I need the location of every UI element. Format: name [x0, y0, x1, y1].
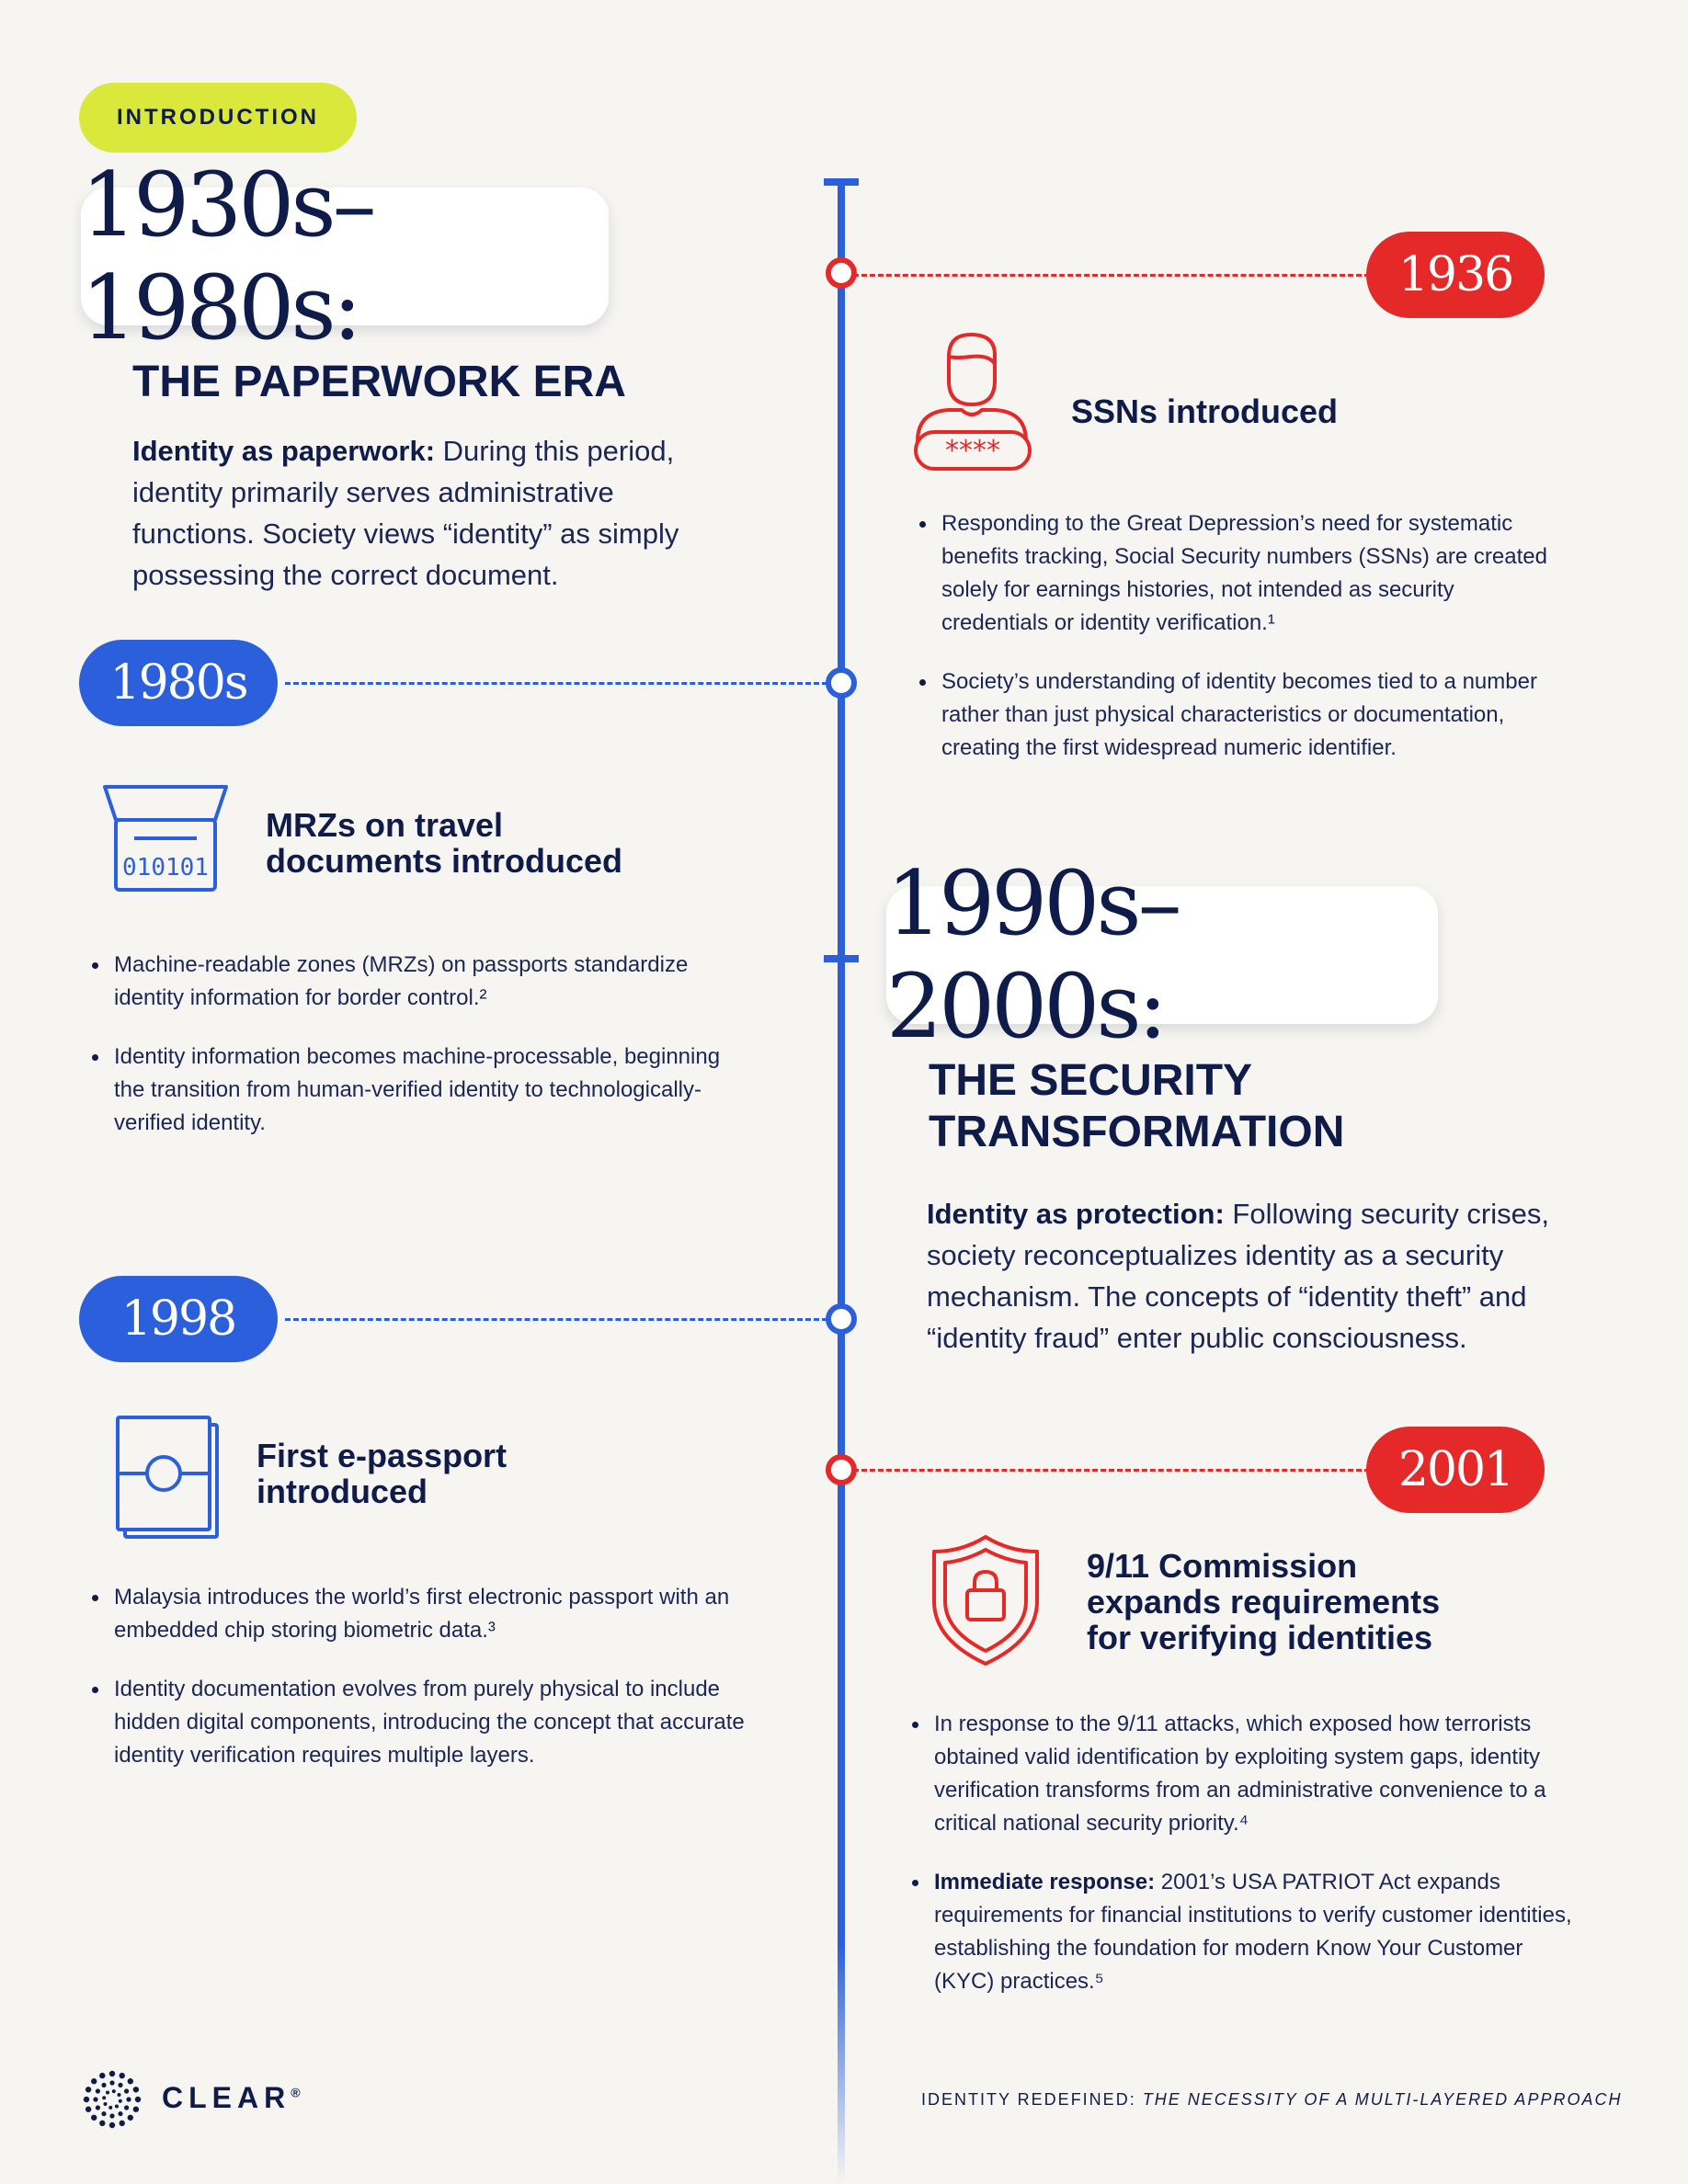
era-years: 1930s–1980s:	[81, 154, 373, 359]
connector-1980s	[285, 682, 827, 685]
bullet-body: 2001’s USA PATRIOT Act expands requirements for financial institutions to verify customer identities, establishing the foundation for modern Know Your Customer (KYC) practices.⁵	[934, 1870, 1572, 1994]
svg-text:****: ****	[945, 435, 1000, 467]
title-line: MRZs on travel	[266, 806, 504, 844]
timeline-node-1998	[826, 1303, 857, 1335]
title-line: TRANSFORMATION	[929, 1108, 1345, 1156]
timeline-start-cap	[824, 178, 859, 186]
year-badge-1980s	[79, 640, 278, 726]
bullet-item: Society’s understanding of identity becomes tied to a number rather than just physical characteristics or documentation, creating the first widespread numeric identifier.	[919, 665, 1563, 765]
footer-publication-title	[921, 2090, 1622, 2110]
timeline-spine	[838, 182, 845, 2184]
era-title	[929, 1055, 1344, 1158]
era-card-1930s	[81, 154, 609, 359]
title-line: THE SECURITY	[929, 1056, 1253, 1105]
era-body-text: Following security crises, society reconceptualizes identity as a security mechanism. The concepts of “identity theft” and “identity fraud” enter public consciousness.	[927, 1198, 1549, 1354]
era-lead: Identity as paperwork:	[132, 435, 436, 467]
year-label: 1936	[1397, 247, 1513, 302]
era-body-text: During this period, identity primarily serves administrative functions. Society views “identity” as simply possessing the correct document.	[132, 435, 679, 591]
year-badge-2001	[1366, 1427, 1545, 1513]
bullet-item: Identity information becomes machine-processable, beginning the transition from human-verified identity to technologically-verified identity.	[92, 1041, 754, 1140]
event-title-1980s	[266, 807, 622, 879]
year-badge-1936	[1366, 232, 1545, 318]
year-badge-1998	[79, 1276, 278, 1362]
connector-1936	[853, 274, 1370, 277]
title-line: First e-passport	[257, 1437, 508, 1474]
clear-logo-icon	[83, 2070, 142, 2129]
connector-1998	[285, 1318, 827, 1321]
title-line: documents introduced	[266, 842, 623, 880]
era-card-1990s	[886, 852, 1438, 1058]
era-description	[132, 430, 721, 596]
section-label: INTRODUCTION	[79, 83, 357, 153]
era-years: 1990s–2000s:	[886, 852, 1179, 1058]
era-description	[927, 1193, 1589, 1359]
era-lead: Identity as protection:	[927, 1198, 1225, 1230]
shield-lock-icon	[930, 1533, 1041, 1667]
bullet-item	[912, 1866, 1581, 1998]
bullet-item: Malaysia introduces the world’s first electronic passport with an embedded chip storing biometric data.³	[92, 1581, 763, 1647]
title-line: 9/11 Commission	[1087, 1547, 1358, 1585]
timeline-node-1980s	[826, 667, 857, 699]
event-bullets-1998	[92, 1581, 763, 1798]
era-title: THE PAPERWORK ERA	[132, 358, 626, 406]
year-label: 2001	[1397, 1442, 1513, 1497]
trademark: ®	[291, 2085, 301, 2100]
timeline-node-1936	[826, 257, 857, 289]
event-bullets-1936	[919, 507, 1563, 791]
connector-2001	[853, 1469, 1370, 1472]
brand-text: CLEAR	[162, 2081, 291, 2114]
bullet-item: Machine-readable zones (MRZs) on passports standardize identity information for border control.²	[92, 949, 754, 1015]
brand-name	[162, 2081, 301, 2115]
event-title-1998	[257, 1438, 507, 1509]
bullet-item: Identity documentation evolves from purely physical to include hidden digital components, introducing the concept that accurate identity verification requires multiple layers.	[92, 1673, 763, 1772]
title-line: for verifying identities	[1087, 1619, 1433, 1656]
person-password-icon	[910, 327, 1035, 472]
event-title-1936: SSNs introduced	[1071, 392, 1339, 430]
e-passport-icon	[114, 1416, 221, 1541]
binary-digits: 010101	[122, 854, 209, 882]
event-title-2001	[1087, 1548, 1440, 1655]
bullet-item: In response to the 9/11 attacks, which exposed how terrorists obtained valid identification by exploiting system gaps, identity verification transforms from an administrative convenience to a critical national security priority.⁴	[912, 1708, 1581, 1840]
timeline-node-2001	[826, 1454, 857, 1485]
event-bullets-2001	[912, 1708, 1581, 2024]
bullet-lead: Immediate response:	[934, 1870, 1156, 1894]
timeline-era-marker	[824, 955, 859, 962]
title-line: introduced	[257, 1473, 428, 1510]
title-line: expands requirements	[1087, 1583, 1441, 1621]
scanner-binary-icon	[101, 783, 230, 893]
event-bullets-1980s	[92, 949, 754, 1166]
bullet-item: Responding to the Great Depression’s need for systematic benefits tracking, Social Security numbers (SSNs) are created solely for earnings histories, not intended as security credentials or identity verification.¹	[919, 507, 1563, 640]
footer-prefix: IDENTITY REDEFINED:	[921, 2090, 1143, 2109]
year-label: 1980s	[109, 655, 247, 711]
year-label: 1998	[120, 1291, 236, 1347]
footer-title: THE NECESSITY OF A MULTI-LAYERED APPROACH	[1142, 2090, 1623, 2109]
